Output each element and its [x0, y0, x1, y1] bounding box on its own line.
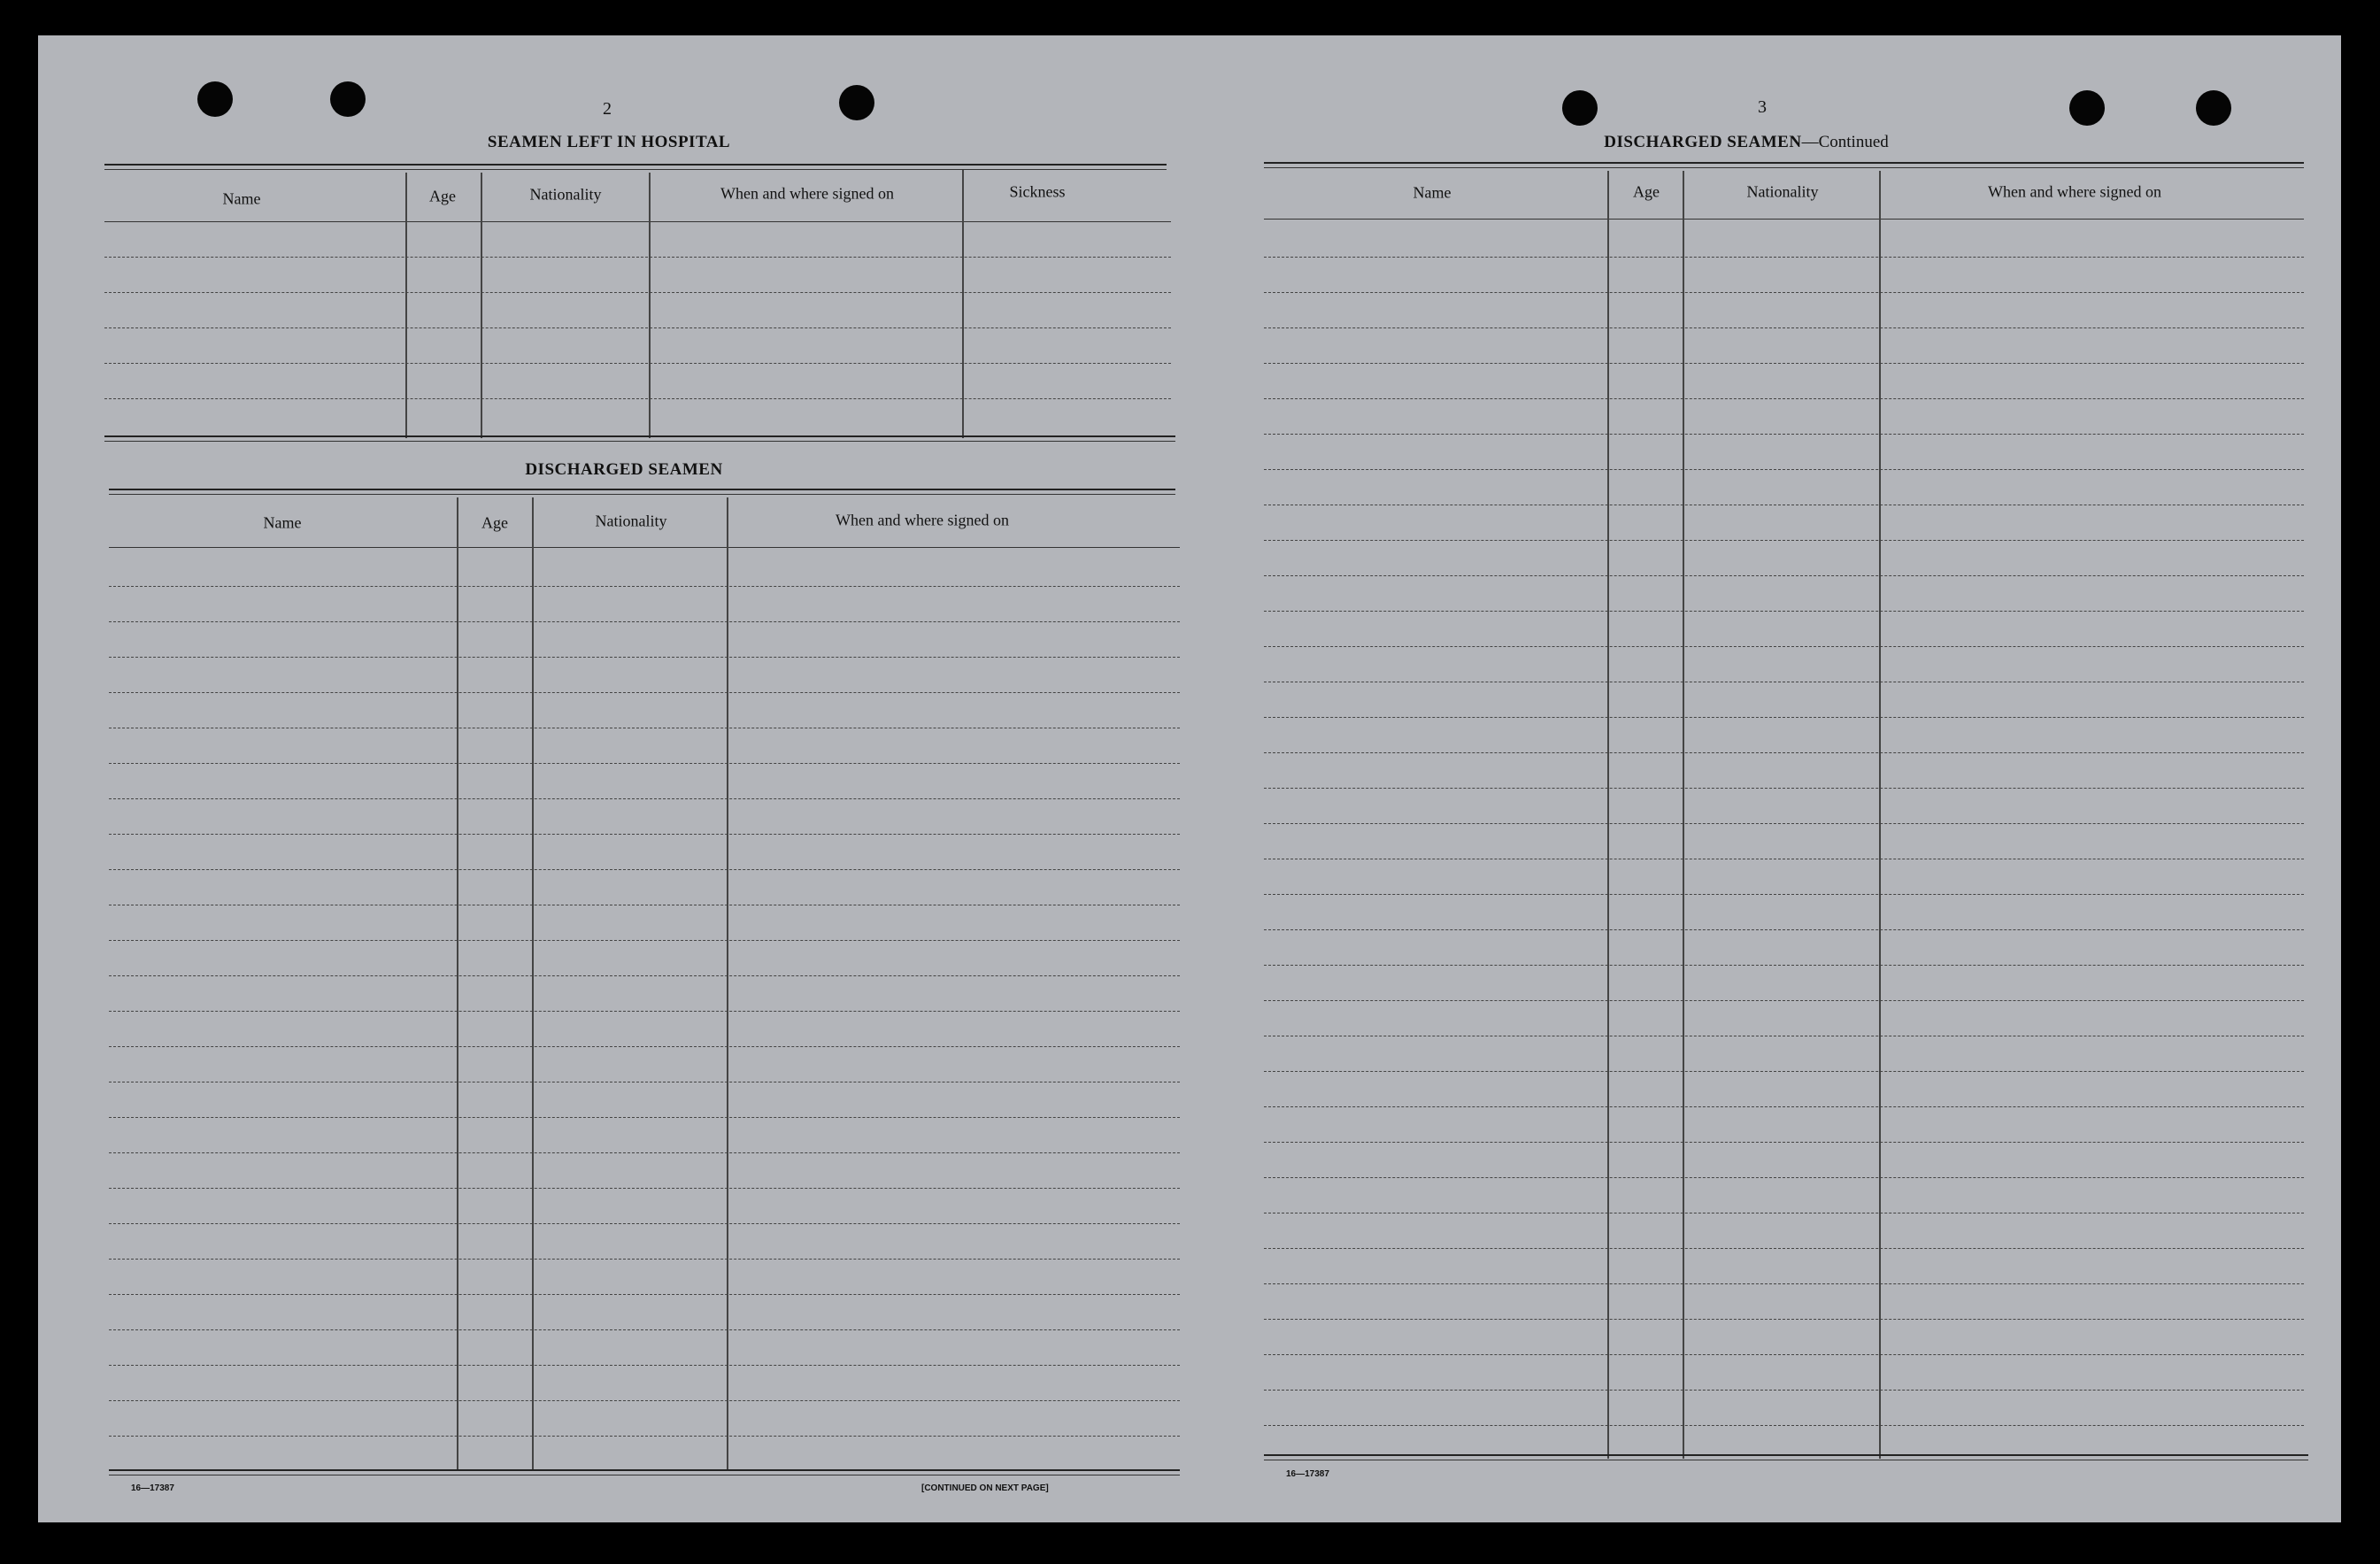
entry-line [109, 1400, 1180, 1401]
punch-hole [330, 81, 366, 117]
discharged-divider [457, 497, 458, 1471]
entry-line [1264, 611, 2304, 612]
hospital-bottom-rule [104, 435, 1175, 437]
hospital-top-rule-2 [104, 169, 1167, 170]
entry-line [1264, 788, 2304, 789]
discharged-top-rule-2 [109, 494, 1175, 495]
entry-line [1264, 1354, 2304, 1355]
form-number-left: 16—17387 [131, 1483, 174, 1493]
entry-line [109, 1365, 1180, 1366]
hospital-col-signed-on: When and where signed on [720, 184, 894, 203]
entry-line [1264, 965, 2304, 966]
page-number-right: 3 [1758, 97, 1767, 117]
hospital-bottom-rule-2 [104, 441, 1175, 442]
entry-line [109, 1046, 1180, 1047]
discharged-header-rule [109, 547, 1180, 548]
hospital-header-rule [104, 221, 1171, 222]
entry-line [109, 834, 1180, 835]
right-col-age: Age [1633, 182, 1660, 201]
hospital-entry-line [104, 327, 1171, 328]
hospital-col-sickness: Sickness [1009, 182, 1066, 201]
entry-line [109, 621, 1180, 622]
entry-line [1264, 646, 2304, 647]
entry-line [1264, 257, 2304, 258]
entry-line [1264, 363, 2304, 364]
right-col-signed-on: When and where signed on [1988, 182, 2161, 201]
entry-line [1264, 1390, 2304, 1391]
entry-line [1264, 823, 2304, 824]
entry-line [1264, 1177, 2304, 1178]
discharged-divider [727, 497, 728, 1471]
entry-line [1264, 1248, 2304, 1249]
entry-line [109, 798, 1180, 799]
discharged-col-signed-on: When and where signed on [836, 511, 1009, 529]
entry-line [109, 692, 1180, 693]
entry-line [1264, 1106, 2304, 1107]
discharged-col-nationality: Nationality [595, 512, 667, 530]
document-sheet [38, 35, 2341, 1522]
entry-line [109, 940, 1180, 941]
entry-line [1264, 1425, 2304, 1426]
right-divider [1607, 171, 1609, 1459]
entry-line [109, 657, 1180, 658]
hospital-col-name: Name [222, 189, 261, 208]
entry-line [1264, 929, 2304, 930]
continued-note: [CONTINUED ON NEXT PAGE] [921, 1483, 1049, 1493]
entry-line [109, 869, 1180, 870]
punch-hole [197, 81, 233, 117]
discharged-divider [532, 497, 534, 1471]
entry-line [1264, 575, 2304, 576]
entry-line [1264, 469, 2304, 470]
entry-line [109, 1223, 1180, 1224]
right-bottom-rule [1264, 1454, 2308, 1456]
page-number-left: 2 [603, 99, 612, 119]
continued-title-main: DISCHARGED SEAMEN [1604, 133, 1802, 151]
entry-line [1264, 894, 2304, 895]
entry-line [109, 763, 1180, 764]
discharged-section-title: DISCHARGED SEAMEN [525, 460, 723, 479]
hospital-col-age: Age [429, 187, 456, 205]
entry-line [109, 586, 1180, 587]
right-col-name: Name [1413, 183, 1452, 202]
right-top-rule [1264, 162, 2304, 164]
discharged-col-age: Age [481, 513, 508, 532]
right-divider [1683, 171, 1684, 1459]
continued-title-suffix: —Continued [1801, 133, 1889, 151]
entry-line [1264, 398, 2304, 399]
punch-hole [2196, 90, 2231, 126]
punch-hole [2069, 90, 2105, 126]
hospital-section-title: SEAMEN LEFT IN HOSPITAL [487, 133, 731, 151]
right-col-nationality: Nationality [1746, 182, 1819, 201]
entry-line [1264, 717, 2304, 718]
entry-line [1264, 1000, 2304, 1001]
hospital-entry-line [104, 363, 1171, 364]
entry-line [109, 1436, 1180, 1437]
discharged-top-rule [109, 489, 1175, 490]
entry-line [1264, 434, 2304, 435]
entry-line [109, 1152, 1180, 1153]
entry-line [109, 1329, 1180, 1330]
entry-line [1264, 1283, 2304, 1284]
discharged-bottom-rule [109, 1469, 1180, 1471]
entry-line [1264, 292, 2304, 293]
entry-line [109, 1259, 1180, 1260]
entry-line [1264, 1071, 2304, 1072]
entry-line [1264, 540, 2304, 541]
entry-line [109, 1294, 1180, 1295]
hospital-top-rule [104, 164, 1167, 166]
hospital-col-nationality: Nationality [529, 185, 602, 204]
continued-section-title [1604, 133, 1889, 152]
right-divider [1879, 171, 1881, 1459]
discharged-col-name: Name [263, 513, 302, 532]
entry-line [109, 1011, 1180, 1012]
form-number-right: 16—17387 [1286, 1469, 1329, 1479]
entry-line [109, 1117, 1180, 1118]
right-header-rule [1264, 219, 2304, 220]
hospital-entry-line [104, 398, 1171, 399]
entry-line [109, 1188, 1180, 1189]
hospital-entry-line [104, 257, 1171, 258]
entry-line [1264, 1142, 2304, 1143]
entry-line [109, 975, 1180, 976]
punch-hole [1562, 90, 1598, 126]
entry-line [1264, 327, 2304, 328]
right-top-rule-2 [1264, 167, 2304, 168]
punch-hole [839, 85, 874, 120]
entry-line [1264, 752, 2304, 753]
hospital-entry-line [104, 292, 1171, 293]
entry-line [1264, 1319, 2304, 1320]
